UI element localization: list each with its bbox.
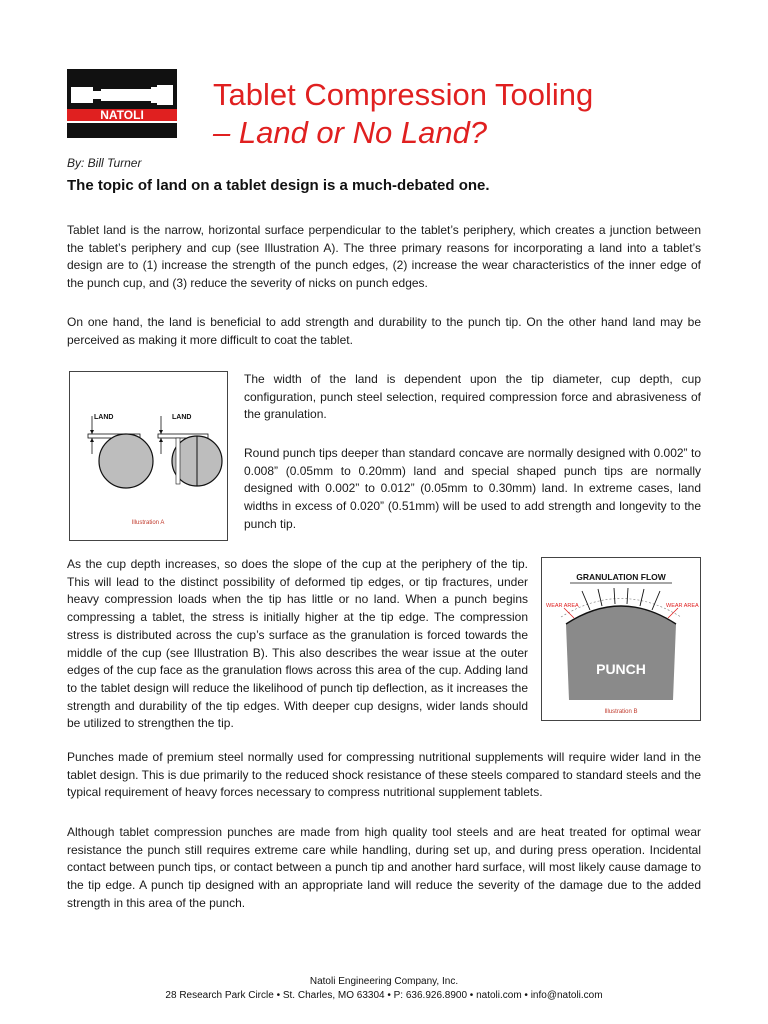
land-label-left: LAND bbox=[94, 414, 114, 421]
title-line-1: Tablet Compression Tooling bbox=[213, 77, 594, 112]
paragraph-2: On one hand, the land is beneficial to add strength and durability to the punch tip. On the other hand land may be perceived as making it more difficult to coat the tablet. bbox=[67, 315, 701, 347]
land-label-right: LAND bbox=[172, 414, 192, 421]
illustration-b-caption: Illustration B bbox=[604, 709, 638, 715]
granulation-flow-title: GRANULATION FLOW bbox=[576, 572, 666, 582]
paragraph-5: As the cup depth increases, so does the slope of the cup at the periphery of the tip. This will lead to the distinct possibility of deformed tip edges, or tip fractures, under heavy compression loads when the tip has little or no land. When a punch begins compressing a tablet, the stress is initially higher at the tip edge. The compression stress is distributed across the cup’s surface as the granulation is forced towards the middle of the cup (see Illustration B). This also describes the wear issue at the outer edges of the cup face as the granulation flows across this area of the cup. Adding land to the tablet design will reduce the likelihood of punch tip deflection, as it increases the strength and durability of the tip edges. With deeper cup designs, wider lands should be utilized to strengthen the tip. bbox=[67, 557, 528, 731]
illustration-b bbox=[541, 557, 701, 721]
paragraph-6: Punches made of premium steel normally used for compressing nutritional supplements will require wider land in the tablet design. This is due primarily to the reduced shock resistance of these steels compared to standard steels and the typical requirement of heavy forces necessary to compress nutritional supplement tablets. bbox=[67, 750, 701, 800]
paragraph-4: Round punch tips deeper than standard concave are normally designed with 0.002” to 0.008” (0.05mm to 0.20mm) land and special shaped punch tips are normally designed with 0.002” to 0.012” (0.05mm to 0.30mm) land. In extreme cases, land widths in excess of 0.020” (0.51mm) will be used to add strength and longevity to the punch tip. bbox=[244, 446, 701, 531]
subheading: The topic of land on a tablet design is a much-debated one. bbox=[67, 177, 490, 194]
byline: By: Bill Turner bbox=[67, 156, 142, 170]
illustration-a-caption: Illustration A bbox=[131, 520, 165, 526]
natoli-logo bbox=[67, 69, 177, 138]
page-title bbox=[213, 76, 733, 152]
paragraph-1: Tablet land is the narrow, horizontal surface perpendicular to the tablet’s periphery, which creates a junction between the tablet’s periphery and cup (see Illustration A). The three primary reasons for incorporating a land into a tablet’s design are to (1) increase the strength of the punch edges, (2) increase the wear characteristics of the inner edge of the punch cup, and (3) reduce the severity of nicks on punch edges. bbox=[67, 223, 701, 291]
wear-area-left: WEAR AREA bbox=[546, 603, 579, 609]
footer-company: Natoli Engineering Company, Inc. bbox=[309, 976, 459, 987]
punch-label: PUNCH bbox=[596, 661, 646, 677]
wear-area-right: WEAR AREA bbox=[666, 603, 699, 609]
illustration-a bbox=[69, 371, 228, 541]
footer-address: 28 Research Park Circle • St. Charles, MO 63304 • P: 636.926.8900 • natoli.com • info@natoli.com bbox=[165, 990, 603, 1001]
title-line-2: – Land or No Land? bbox=[213, 115, 488, 150]
paragraph-7: Although tablet compression punches are made from high quality tool steels and are heat treated for optimal wear resistance the punch still requires extreme care while handling, during set up, and during press operation. Incidental contact between punch tips, or contact between a punch tip and another hard surface, will most likely cause damage to the tip edge. A punch tip designed with an appropriate land will reduce the severity of the damage due to the added strength in this area of the punch. bbox=[67, 825, 701, 910]
logo-text: NATOLI bbox=[100, 108, 144, 122]
paragraph-3: The width of the land is dependent upon the tip diameter, cup depth, cup configuration, punch steel selection, required compression force and abrasiveness of the granulation. bbox=[244, 372, 701, 422]
